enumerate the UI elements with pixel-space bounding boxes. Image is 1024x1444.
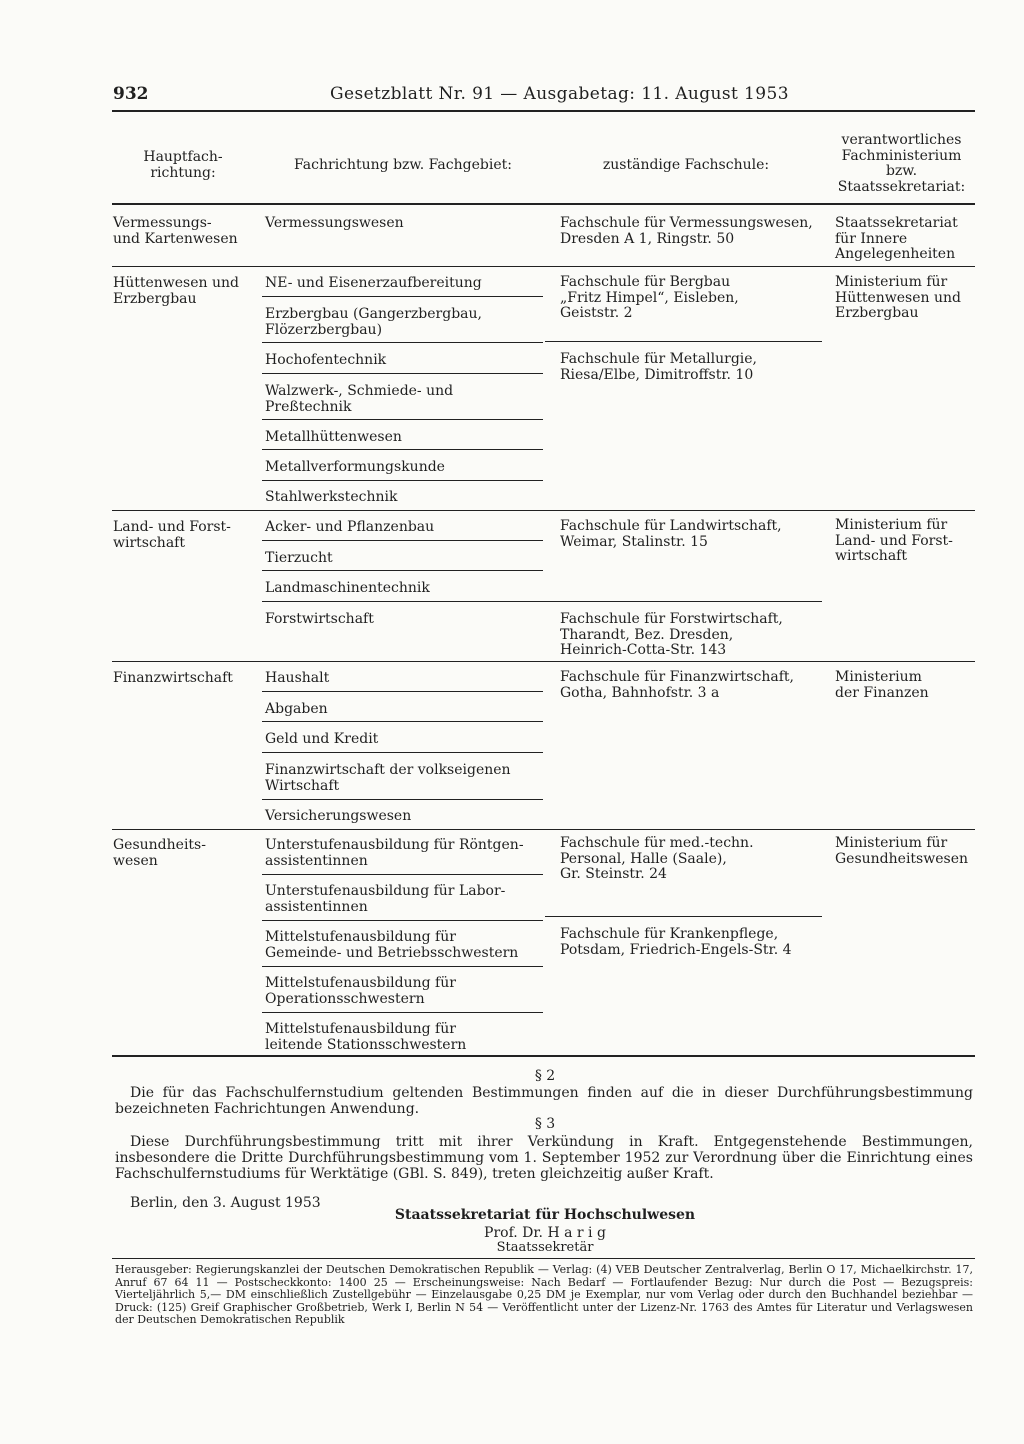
table-bottom-rule	[112, 1055, 975, 1057]
group-rule	[112, 510, 975, 511]
school-rule	[545, 916, 822, 917]
school-rule	[545, 341, 822, 342]
main-field: Land- und Forst- wirtschaft	[113, 519, 231, 551]
col-header-subject: Fachrichtung bzw. Fachgebiet:	[294, 157, 512, 173]
subject-rule	[262, 721, 543, 722]
subject-rule	[262, 920, 543, 921]
subject-rule	[262, 691, 543, 692]
section-3-text: Diese Durchführungsbestimmung tritt mit ihrer Verkündung in Kraft. Entgegenstehende Bestimmungen, insbesondere die Dritte Durchführungsbestimmung vom 1. September 1952 zur Verordnung über die Einrichtung eines Fachschulfernstudiums für Werktätige (GBl. S. 849), treten gleichzeitig außer Kraft.	[115, 1134, 973, 1182]
group-rule	[112, 661, 975, 662]
subject: Mittelstufenausbildung für Gemeinde- und Betriebsschwestern	[265, 929, 519, 961]
subject: Abgaben	[265, 701, 328, 717]
subject: Forstwirtschaft	[265, 611, 374, 627]
school: Fachschule für med.-techn. Personal, Halle (Saale), Gr. Steinstr. 24	[560, 835, 754, 882]
group-rule	[112, 266, 975, 267]
main-field: Finanzwirtschaft	[113, 670, 233, 686]
subject: Finanzwirtschaft der volkseigenen Wirtschaft	[265, 762, 511, 794]
subject-rule	[262, 342, 543, 343]
header-rule	[112, 110, 975, 112]
subject-rule	[262, 570, 543, 571]
col-header-school: zuständige Fachschule:	[602, 157, 770, 173]
subject: Erzbergbau (Gangerzbergbau, Flözerzbergbau)	[265, 306, 482, 338]
subject: Unterstufenausbildung für Röntgen- assistentinnen	[265, 837, 524, 869]
school: Fachschule für Krankenpflege, Potsdam, Friedrich-Engels-Str. 4	[560, 926, 792, 958]
col-header-main: Hauptfach- richtung:	[143, 149, 223, 181]
school: Fachschule für Landwirtschaft, Weimar, Stalinstr. 15	[560, 518, 782, 550]
subject-rule	[262, 799, 543, 800]
subject: Unterstufenausbildung für Labor- assistentinnen	[265, 883, 506, 915]
school: Fachschule für Bergbau „Fritz Himpel“, Eisleben, Geiststr. 2	[560, 274, 739, 321]
subject: Walzwerk-, Schmiede- und Preßtechnik	[265, 383, 454, 415]
table-header-rule	[112, 203, 975, 205]
main-field: Gesundheits- wesen	[113, 837, 206, 869]
col-header-ministry: verantwortliches Fachministerium bzw. Staatssekretariat:	[837, 132, 966, 195]
subject-rule	[262, 1012, 543, 1013]
subject: Geld und Kredit	[265, 731, 379, 747]
ministry: Ministerium für Hüttenwesen und Erzbergbau	[835, 274, 961, 321]
subject: Mittelstufenausbildung für Operationsschwestern	[265, 975, 456, 1007]
subject-rule	[262, 966, 543, 967]
subject: Mittelstufenausbildung für leitende Stationsschwestern	[265, 1021, 467, 1053]
subject: Metallhüttenwesen	[265, 429, 402, 445]
ministry: Ministerium der Finanzen	[835, 669, 929, 701]
page-number: 932	[113, 84, 149, 104]
ministry: Ministerium für Land- und Forst- wirtschaft	[835, 517, 953, 564]
main-field: Hüttenwesen und Erzbergbau	[113, 275, 239, 307]
section-2-text: Die für das Fachschulfernstudium geltenden Bestimmungen finden auf die in dieser Durchführungsbestimmung bezeichneten Fachrichtungen Anwendung.	[115, 1085, 973, 1117]
place-date: Berlin, den 3. August 1953	[130, 1195, 321, 1211]
signer-title: Staatssekretär	[496, 1240, 594, 1255]
subject: Versicherungswesen	[265, 808, 412, 824]
subject: Haushalt	[265, 670, 330, 686]
issuing-authority: Staatssekretariat für Hochschulwesen	[394, 1207, 696, 1223]
group-rule	[112, 829, 975, 830]
ministry: Ministerium für Gesundheitswesen	[835, 835, 968, 867]
imprint: Herausgeber: Regierungskanzlei der Deutschen Demokratischen Republik — Verlag: (4) VEB Deutscher Zentralverlag, Berlin O 17, Michaelkirchstr. 17, Anruf 67 64 11 — Postscheckkonto: 1400 25 — Erscheinungsweise: Nach Bedarf — Fortlaufender Bezug: Nur durch die Post — Bezugspreis: Vierteljährlich 5,— DM einschließlich Zustellgebühr — Einzelausgabe 0,25 DM je Exemplar, nur vom Verlag oder durch den Buchhandel beziehbar — Druck: (125) Greif Graphischer Großbetrieb, Werk I, Berlin N 54 — Veröffentlicht unter der Lizenz-Nr. 1763 des Amtes für Literatur und Verlagswesen der Deutschen Demokratischen Republik	[115, 1263, 973, 1326]
section-3-heading: § 3	[534, 1116, 556, 1132]
section-2-heading: § 2	[534, 1068, 556, 1084]
school: Fachschule für Metallurgie, Riesa/Elbe, Dimitroffstr. 10	[560, 351, 758, 383]
subject: NE- und Eisenerzaufbereitung	[265, 275, 482, 291]
signer-name: Prof. Dr. H a r i g	[484, 1225, 606, 1241]
subject: Tierzucht	[265, 550, 333, 566]
school: Fachschule für Finanzwirtschaft, Gotha, Bahnhofstr. 3 a	[560, 669, 794, 701]
subject-rule	[262, 419, 543, 420]
ministry: Staatssekretariat für Innere Angelegenheiten	[835, 215, 958, 262]
subject-rule	[262, 540, 543, 541]
imprint-rule	[112, 1258, 975, 1259]
subject: Metallverformungskunde	[265, 459, 445, 475]
subject: Acker- und Pflanzenbau	[265, 519, 435, 535]
main-field: Vermessungs- und Kartenwesen	[113, 215, 238, 247]
subject: Vermessungswesen	[265, 215, 404, 231]
subject-rule	[262, 449, 543, 450]
subject-rule	[262, 874, 543, 875]
subject: Stahlwerkstechnik	[265, 489, 398, 505]
school-rule	[262, 601, 822, 602]
subject: Landmaschinentechnik	[265, 580, 430, 596]
subject-rule	[262, 296, 543, 297]
subject-rule	[262, 480, 543, 481]
subject: Hochofentechnik	[265, 352, 387, 368]
school: Fachschule für Forstwirtschaft, Tharandt, Bez. Dresden, Heinrich-Cotta-Str. 143	[560, 611, 783, 658]
school: Fachschule für Vermessungswesen, Dresden A 1, Ringstr. 50	[560, 215, 813, 247]
running-head: Gesetzblatt Nr. 91 — Ausgabetag: 11. August 1953	[330, 84, 789, 104]
subject-rule	[262, 752, 543, 753]
subject-rule	[262, 373, 543, 374]
